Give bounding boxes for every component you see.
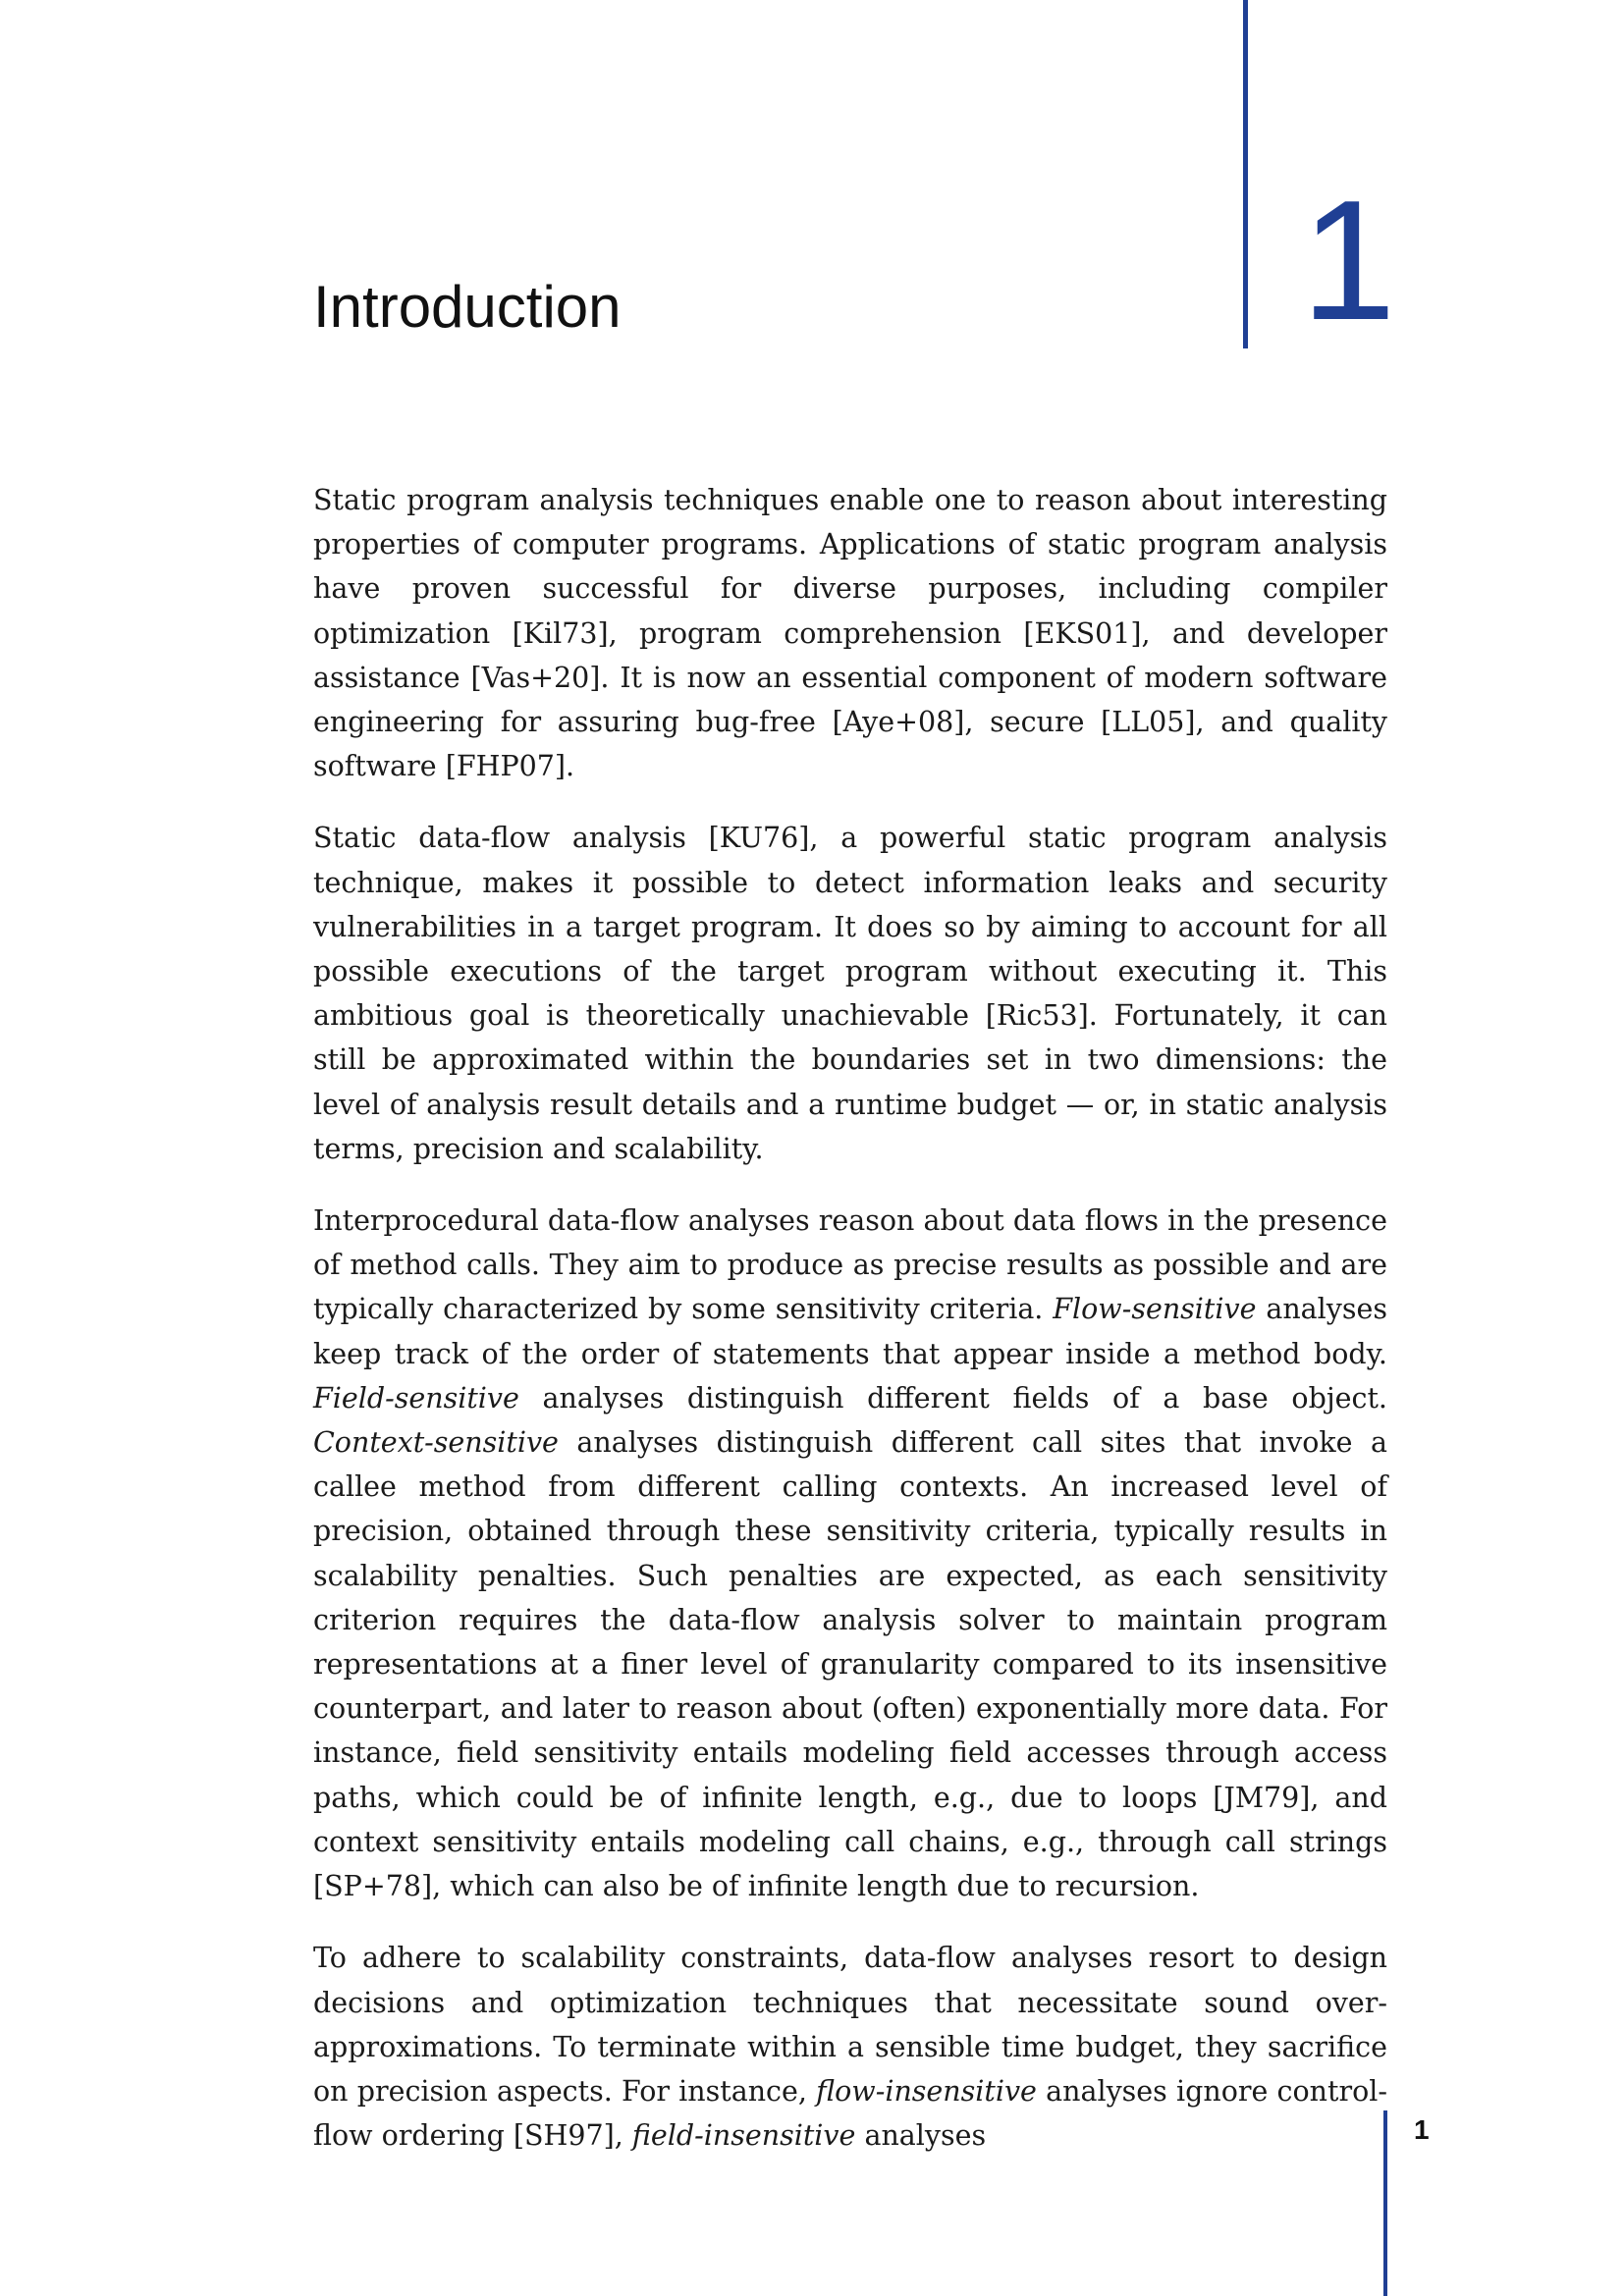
paragraph-4 [313, 1936, 1387, 2158]
chapter-title: Introduction [313, 274, 622, 340]
paragraph-3-text: analyses distinguish different fields of a base object. [518, 1381, 1387, 1415]
paragraph-4-text: To adhere to scalability constraints, data-flow analyses resort to design decisions and optimization techniques that necessitate sound over-approximations. To terminate within a sensible time budget, they sacrifice on precision aspects. For instance, [313, 1942, 1387, 2108]
term-field-sensitive: Field-sensitive [313, 1381, 519, 1415]
paragraph-1: Static program analysis techniques enable one to reason about interesting properties of computer programs. Applications of static program analysis have proven successful for diverse purposes, including compiler optimization [Kil73], program comprehension [EKS01], and developer assistance [Vas+20]. It is now an essential component of modern software engineering for assuring bug-free [Aye+08], secure [LL05], and quality software [FHP07]. [313, 484, 1387, 783]
paragraph-3-text: Interprocedural data-flow analyses reason about data flows in the presence of method calls. They aim to produce as precise results as possible and are typically characterized by some sensitivity criteria. [313, 1204, 1387, 1326]
page-number: 1 [1414, 2114, 1430, 2145]
term-flow-insensitive: flow-insensitive [816, 2074, 1037, 2108]
term-flow-sensitive: Flow-sensitive [1053, 1293, 1257, 1326]
paragraph-3-text: analyses distinguish different call sites that invoke a callee method from different calling contexts. An increased level of precision, obtained through these sensitivity criteria, typically results in scalability penalties. Such penalties are expected, as each sensitivity criterion requires the data-flow analysis solver to maintain program representations at a finer level of granularity compared to its insensitive counterpart, and later to reason about (often) exponentially more data. For instance, field sensitivity entails modeling field accesses through access paths, which could be of infinite length, e.g., due to loops [JM79], and context sensitivity entails modeling call chains, e.g., through call strings [SP+78], which can also be of infinite length due to recursion. [313, 1426, 1387, 1903]
paragraph-3 [313, 1199, 1387, 1908]
chapter-rule [1243, 0, 1248, 348]
body-text [313, 478, 1387, 2185]
footer-rule [1383, 2110, 1387, 2296]
paragraph-2: Static data-flow analysis [KU76], a powerful static program analysis technique, makes it possible to detect information leaks and security vulnerabilities in a target program. It does so by aiming to account for all possible executions of the target program without executing it. This ambitious goal is theoretically unachievable [Ric53]. Fortunately, it can still be approximated within the boundaries set in two dimensions: the level of analysis result details and a runtime budget — or, in static analysis terms, precision and scalability. [313, 822, 1387, 1165]
paragraph-4-text: analyses [855, 2119, 987, 2153]
paragraph-3-text: analyses keep track of the order of statements that appear inside a method body. [313, 1293, 1387, 1370]
term-field-insensitive: field-insensitive [631, 2119, 856, 2153]
chapter-number: 1 [1301, 164, 1396, 355]
term-context-sensitive: Context-sensitive [313, 1426, 559, 1460]
paragraph-4-text: analyses ignore control-flow ordering [SH97], [313, 2074, 1387, 2153]
